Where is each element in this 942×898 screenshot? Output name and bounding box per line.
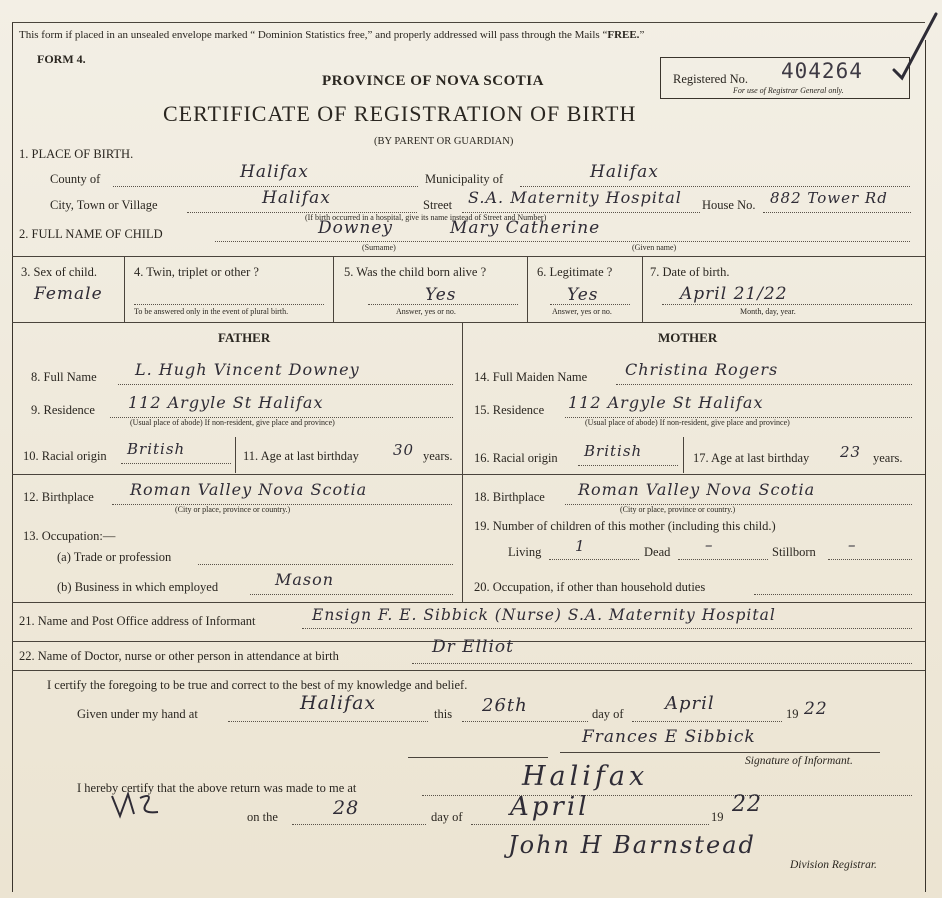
document-title: CERTIFICATE OF REGISTRATION OF BIRTH: [163, 101, 637, 126]
twin-label: 4. Twin, triplet or other ?: [134, 265, 259, 279]
mother-occupation-label: 20. Occupation, if other than household duties: [474, 580, 706, 594]
alive-value: Yes: [425, 285, 457, 305]
trade-line: [198, 564, 453, 565]
mother-years: years.: [873, 451, 903, 465]
surname-caption: (Surname): [362, 243, 396, 252]
dob-note: Month, day, year.: [740, 307, 796, 316]
mother-name-label: 14. Full Maiden Name: [474, 370, 588, 384]
informant-caption: Signature of Informant.: [745, 755, 853, 767]
trade-label: (a) Trade or profession: [57, 550, 172, 564]
doctor-value: Dr Elliot: [432, 637, 514, 657]
parents-divider: [462, 322, 463, 602]
row-divider: [12, 474, 462, 475]
stillborn-value: –: [848, 536, 857, 554]
legitimate-value: Yes: [567, 285, 599, 305]
dead-value: –: [705, 536, 714, 554]
twin-line: [134, 304, 324, 305]
alive-label: 5. Was the child born alive ?: [344, 265, 487, 279]
registered-number: 404264: [781, 59, 863, 83]
father-birthplace-label: 12. Birthplace: [23, 490, 94, 504]
father-race-value: British: [127, 440, 186, 458]
registrar-caption: Division Registrar.: [790, 859, 877, 871]
mail-notice-free: FREE.: [607, 29, 640, 41]
city-value: Halifax: [262, 188, 331, 208]
municipality-label: Municipality of: [425, 172, 504, 186]
mother-race-label: 16. Racial origin: [474, 451, 558, 465]
given-name-caption: (Given name): [632, 243, 677, 252]
informant-line: [302, 628, 912, 629]
row-divider: [12, 670, 925, 671]
father-race-label: 10. Racial origin: [23, 449, 107, 463]
dead-label: Dead: [644, 545, 671, 559]
twin-note: To be answered only in the event of plural birth.: [134, 307, 289, 316]
signature-line: [408, 757, 548, 758]
document-subtitle: (BY PARENT OR GUARDIAN): [374, 136, 514, 147]
given-this: this: [434, 707, 453, 721]
dob-label: 7. Date of birth.: [650, 265, 730, 279]
signature-line: [560, 752, 880, 753]
left-border: [12, 22, 13, 892]
informant-label: 21. Name and Post Office address of Informant: [19, 614, 256, 628]
registrar-year-prefix: 19: [711, 810, 724, 824]
business-value: Mason: [275, 570, 335, 589]
street-value: S.A. Maternity Hospital: [468, 188, 682, 207]
mail-notice: [19, 28, 644, 42]
registrar-month-line: [471, 824, 709, 825]
col-divider: [527, 256, 528, 322]
legitimate-note: Answer, yes or no.: [552, 307, 612, 316]
father-name-value: L. Hugh Vincent Downey: [135, 360, 360, 379]
mother-occupation-line: [754, 594, 912, 595]
dob-value: April 21/22: [680, 284, 788, 304]
doctor-line: [412, 663, 912, 664]
given-under-label: Given under my hand at: [77, 707, 198, 721]
registered-label: Registered No.: [673, 72, 748, 86]
mother-race-line: [578, 465, 678, 466]
dead-line: [678, 559, 768, 560]
city-label: City, Town or Village: [50, 198, 158, 212]
given-day-line: [462, 721, 588, 722]
father-residence-label: 9. Residence: [31, 403, 95, 417]
father-age-value: 30: [393, 441, 415, 459]
occupation-label: 13. Occupation:—: [23, 529, 116, 543]
mail-notice-end: ”: [639, 29, 645, 41]
province-heading: PROVINCE OF NOVA SCOTIA: [322, 73, 544, 89]
form-number: FORM 4.: [37, 52, 86, 66]
father-residence-value: 112 Argyle St Halifax: [128, 393, 324, 412]
given-place-value: Halifax: [300, 692, 377, 714]
sex-label: 3. Sex of child.: [21, 265, 98, 279]
mother-residence-note: (Usual place of abode) If non-resident, give place and province): [585, 418, 790, 427]
row-divider: [462, 474, 925, 475]
child-surname-value: Downey: [318, 218, 394, 238]
father-race-line: [121, 463, 231, 464]
living-line: [549, 559, 639, 560]
given-day-of: day of: [592, 707, 624, 721]
father-birthplace-note: (City or place, province or country.): [175, 505, 291, 514]
col-divider: [333, 256, 334, 322]
registrar-day-value: 28: [333, 797, 360, 819]
col-divider: [124, 256, 125, 322]
mother-name-line: [616, 384, 912, 385]
given-year-prefix: 19: [786, 707, 799, 721]
mother-residence-value: 112 Argyle St Halifax: [568, 393, 764, 412]
mother-birthplace-label: 18. Birthplace: [474, 490, 545, 504]
mail-notice-text: This form if placed in an unsealed envelope marked “ Dominion Statistics free,” and properly addressed will pass through the Mails “: [19, 29, 608, 41]
registrar-initials-icon: [106, 786, 166, 822]
legitimate-label: 6. Legitimate ?: [537, 265, 613, 279]
registered-number-box: [660, 57, 910, 99]
place-heading: 1. PLACE OF BIRTH.: [19, 147, 134, 161]
cell-divider: [683, 437, 684, 473]
child-given-value: Mary Catherine: [450, 218, 601, 238]
county-value: Halifax: [240, 162, 309, 182]
children-label: 19. Number of children of this mother (including this child.): [474, 519, 776, 533]
child-name-label: 2. FULL NAME OF CHILD: [19, 227, 163, 241]
mother-birthplace-line: [565, 504, 912, 505]
registrar-signature: John H Barnstead: [508, 831, 756, 859]
given-year-value: 22: [804, 699, 828, 719]
father-name-line: [118, 384, 453, 385]
father-age-label: 11. Age at last birthday: [243, 449, 359, 463]
business-label: (b) Business in which employed: [57, 580, 219, 594]
street-label: Street: [423, 198, 453, 212]
dob-line: [662, 304, 912, 305]
doctor-label: 22. Name of Doctor, nurse or other person in attendance at birth: [19, 649, 339, 663]
registrar-place-value: Halifax: [522, 761, 649, 792]
check-mark-icon: [880, 10, 940, 90]
mother-birthplace-note: (City or place, province or country.): [620, 505, 736, 514]
mother-age-label: 17. Age at last birthday: [693, 451, 810, 465]
mother-birthplace-value: Roman Valley Nova Scotia: [578, 480, 816, 499]
living-label: Living: [508, 545, 542, 559]
given-month-line: [632, 721, 782, 722]
registrar-month-value: April: [510, 792, 590, 822]
alive-note: Answer, yes or no.: [396, 307, 456, 316]
municipality-value: Halifax: [590, 162, 659, 182]
row-divider: [12, 322, 925, 323]
informant-signature: Frances E Sibbick: [582, 727, 756, 747]
informant-value: Ensign F. E. Sibbick (Nurse) S.A. Maternity Hospital: [312, 606, 776, 624]
given-place-line: [228, 721, 428, 722]
top-border: [12, 22, 925, 23]
mother-heading: MOTHER: [658, 330, 718, 345]
house-line: [763, 212, 911, 213]
hospital-note: (If birth occurred in a hospital, give its name instead of Street and Number): [305, 213, 547, 222]
father-name-label: 8. Full Name: [31, 370, 97, 384]
right-border: [925, 40, 926, 892]
registrar-year-value: 22: [732, 792, 762, 817]
house-label: House No.: [702, 198, 756, 212]
registrar-day-line: [292, 824, 426, 825]
house-value: 882 Tower Rd: [770, 189, 888, 207]
stillborn-label: Stillborn: [772, 545, 816, 559]
registrar-day-of: day of: [431, 810, 463, 824]
mother-residence-label: 15. Residence: [474, 403, 545, 417]
mother-name-value: Christina Rogers: [625, 360, 779, 379]
registrar-use-note: For use of Registrar General only.: [733, 86, 844, 95]
registrar-place-line: [422, 795, 912, 796]
col-divider: [642, 256, 643, 322]
county-label: County of: [50, 172, 101, 186]
father-years: years.: [423, 449, 453, 463]
stillborn-line: [828, 559, 912, 560]
registrar-text: I hereby certify that the above return was made to me at: [77, 781, 357, 795]
registrar-on-label: on the: [247, 810, 278, 824]
row-divider: [12, 256, 925, 257]
living-value: 1: [575, 537, 586, 555]
given-month-value: April: [665, 693, 715, 714]
mother-age-value: 23: [840, 443, 862, 461]
cell-divider: [235, 437, 236, 473]
sex-value: Female: [34, 284, 103, 304]
child-name-line: [215, 241, 910, 242]
county-line: [113, 186, 418, 187]
business-line: [250, 594, 453, 595]
given-day-value: 26th: [482, 695, 528, 716]
father-heading: FATHER: [218, 330, 271, 345]
mother-race-value: British: [584, 442, 643, 460]
certify-text: I certify the foregoing to be true and correct to the best of my knowledge and belief.: [47, 678, 468, 692]
father-birthplace-value: Roman Valley Nova Scotia: [130, 480, 368, 499]
municipality-line: [520, 186, 910, 187]
row-divider: [12, 602, 925, 603]
father-residence-note: (Usual place of abode) If non-resident, give place and province): [130, 418, 335, 427]
